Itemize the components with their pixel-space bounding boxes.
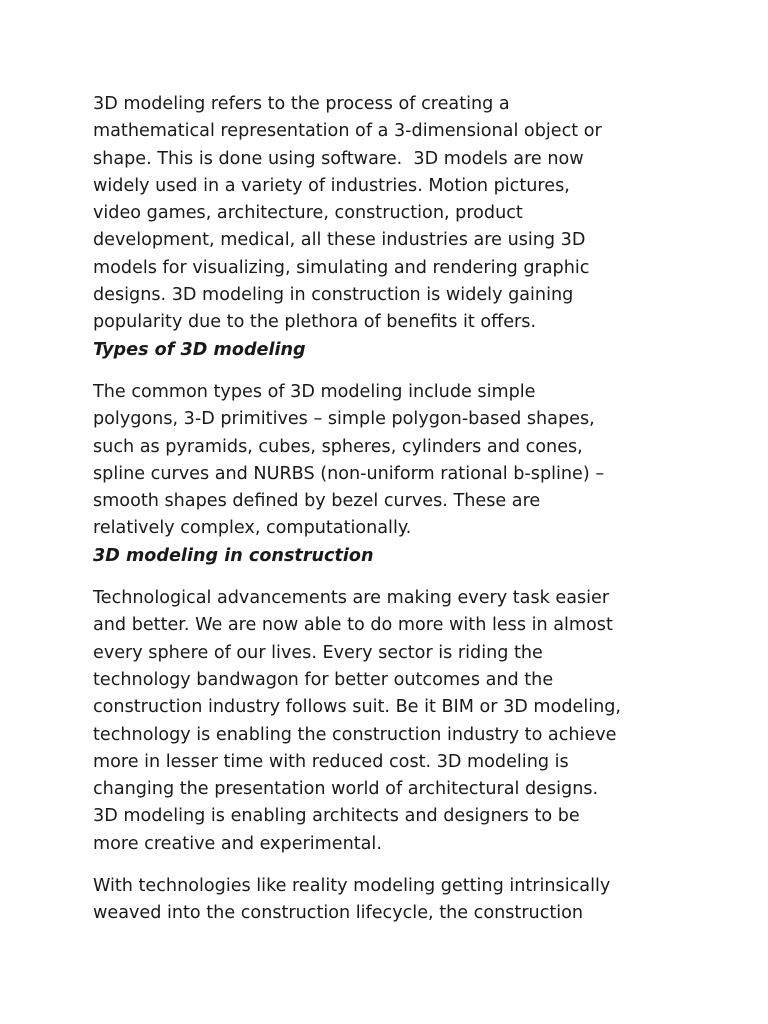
- text-line: The common types of 3D modeling include simple: [93, 381, 536, 402]
- paragraph-intro: [93, 91, 693, 337]
- text-line: spline curves and NURBS (non-uniform rational b-spline) –: [93, 463, 605, 484]
- text-line: Technological advancements are making every task easier: [93, 588, 610, 609]
- text-line: popularity due to the plethora of benefits it offers.: [93, 312, 537, 333]
- text-line: polygons, 3-D primitives – simple polygon-based shapes,: [93, 409, 595, 430]
- text-line: video games, architecture, construction, product: [93, 203, 523, 224]
- paragraph-reality-modeling: [93, 873, 693, 928]
- text-line: widely used in a variety of industries. Motion pictures,: [93, 175, 570, 196]
- text-line: such as pyramids, cubes, spheres, cylinders and cones,: [93, 436, 583, 457]
- text-line: more creative and experimental.: [93, 833, 382, 854]
- text-line: With technologies like reality modeling getting intrinsically: [93, 876, 611, 897]
- text-line: and better. We are now able to do more with less in almost: [93, 615, 613, 636]
- heading-types-of-3d-modeling: Types of 3D modeling: [93, 339, 306, 360]
- text-line: 3D modeling refers to the process of creating a: [93, 94, 510, 114]
- text-line: shape. This is done using software. 3D models are now: [93, 148, 584, 169]
- text-line: relatively complex, computationally.: [93, 518, 412, 539]
- text-line: every sphere of our lives. Every sector is riding the: [93, 642, 543, 663]
- text-line: 3D modeling is enabling architects and designers to be: [93, 806, 580, 827]
- paragraph-types: [93, 379, 693, 543]
- text-line: more in lesser time with reduced cost. 3D modeling is: [93, 751, 569, 772]
- text-line: construction industry follows suit. Be it BIM or 3D modeling,: [93, 697, 622, 718]
- text-line: mathematical representation of a 3-dimensional object or: [93, 121, 602, 142]
- heading-3d-modeling-in-construction: 3D modeling in construction: [93, 545, 374, 566]
- text-line: technology is enabling the construction industry to achieve: [93, 724, 617, 745]
- text-line: models for visualizing, simulating and rendering graphic: [93, 257, 590, 278]
- text-line: technology bandwagon for better outcomes and the: [93, 669, 554, 690]
- paragraph-construction: [93, 585, 693, 858]
- text-line: development, medical, all these industries are using 3D: [93, 230, 586, 251]
- text-line: smooth shapes defined by bezel curves. These are: [93, 491, 541, 512]
- text-line: changing the presentation world of architectural designs.: [93, 779, 599, 800]
- text-line: designs. 3D modeling in construction is widely gaining: [93, 285, 574, 306]
- document-page: [93, 91, 693, 928]
- text-line: weaved into the construction lifecycle, the construction: [93, 903, 584, 924]
